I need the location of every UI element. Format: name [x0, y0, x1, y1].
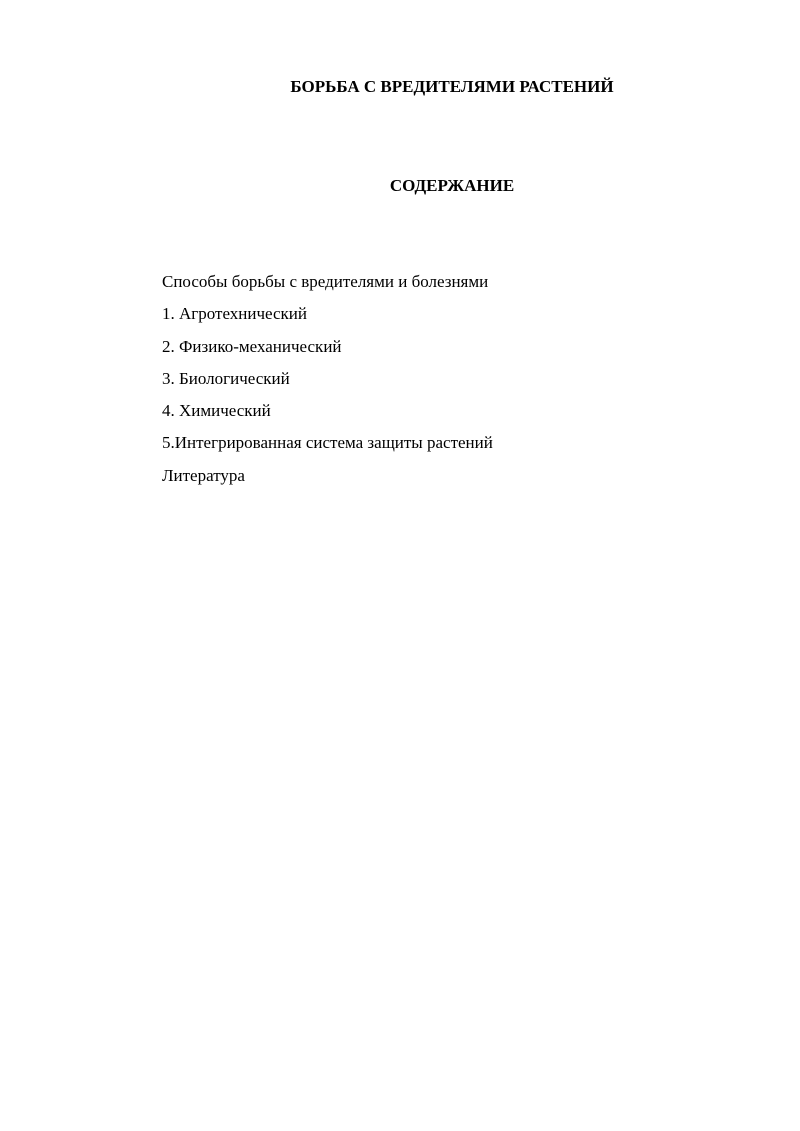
toc-heading: СОДЕРЖАНИЕ	[389, 176, 515, 195]
toc-item-methods: Способы борьбы с вредителями и болезнями	[162, 272, 489, 291]
toc-item-biological: 3. Биологический	[162, 368, 290, 388]
toc-item-agrotechnical: 1. Агротехнический	[162, 304, 307, 324]
toc-item-physical-mechanical: 2. Физико-механический	[162, 336, 342, 356]
toc-item-chemical: 4. Химический	[162, 401, 271, 421]
toc-item-integrated-protection: 5.Интегрированная система защиты растений	[162, 433, 493, 453]
toc-item-literature: Литература	[162, 465, 245, 485]
toc-list	[162, 271, 742, 497]
document-title: БОРЬБА С ВРЕДИТЕЛЯМИ РАСТЕНИЙ	[290, 77, 614, 96]
